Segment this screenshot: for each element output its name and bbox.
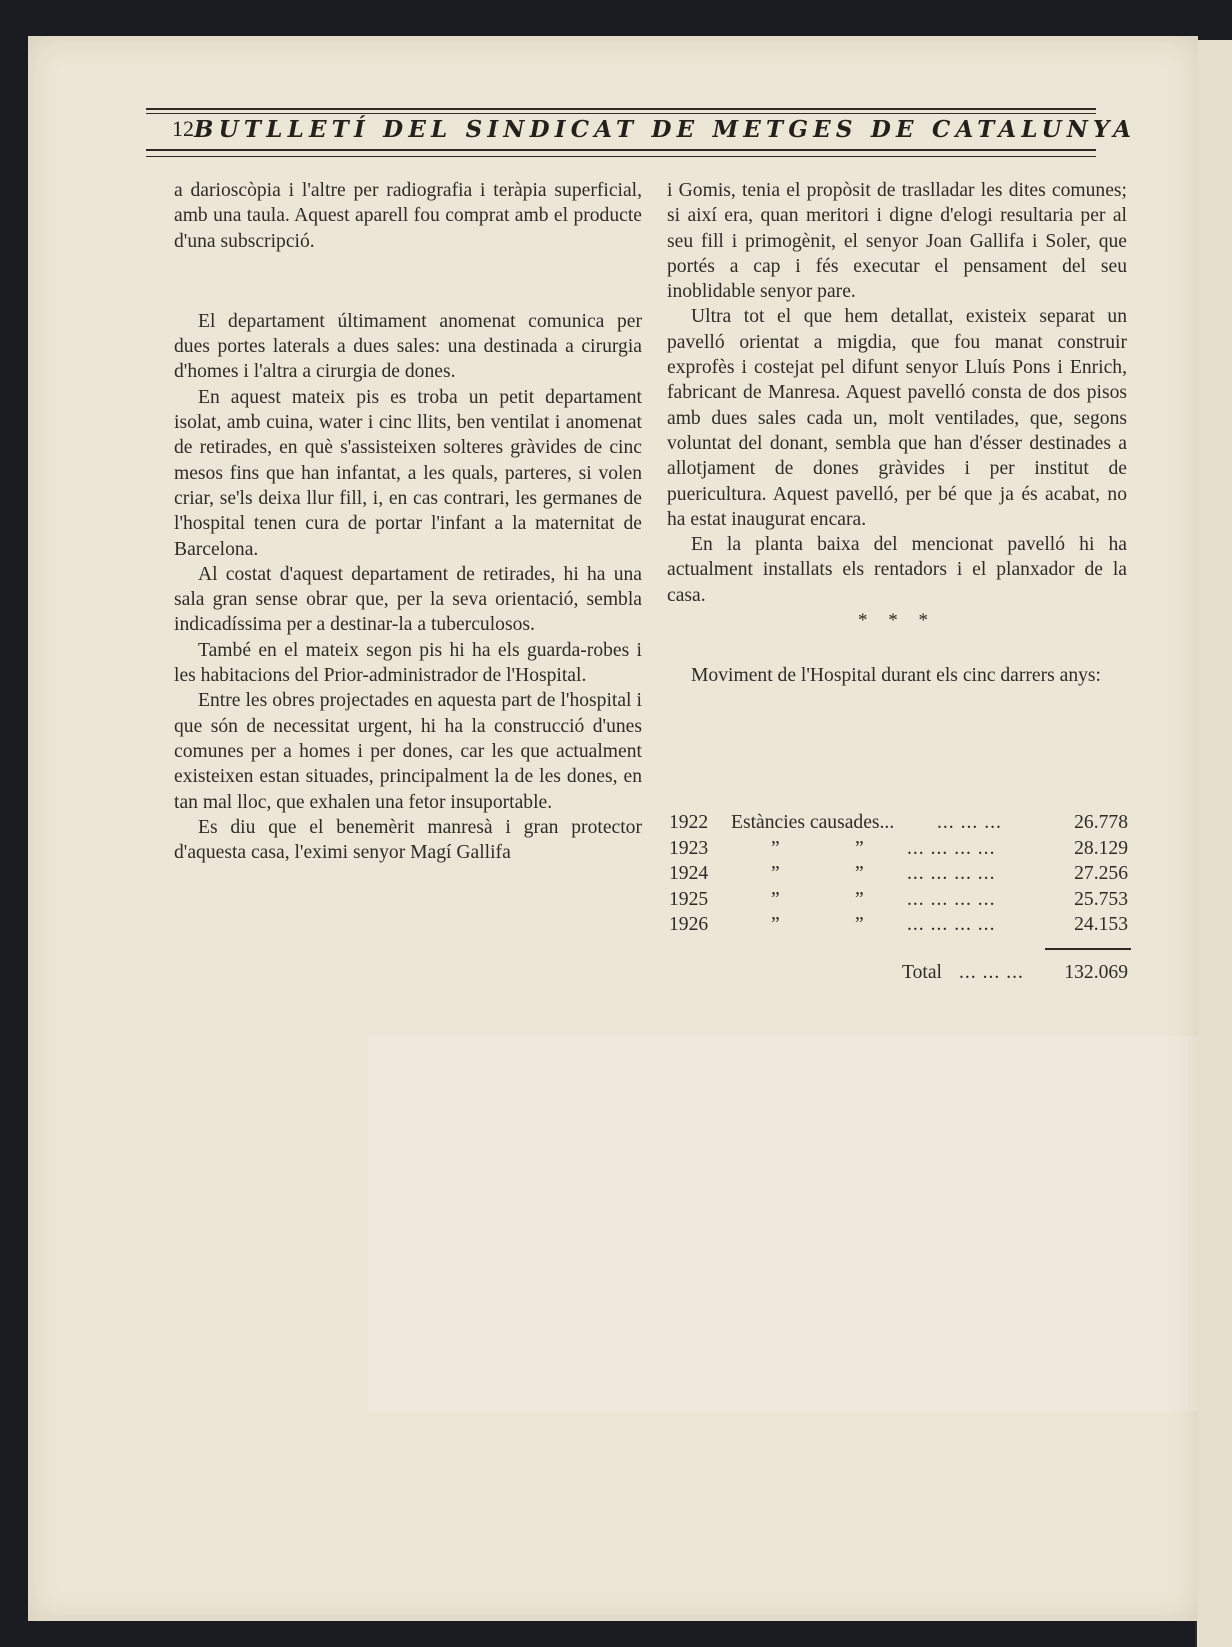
total-value: 132.069	[1064, 962, 1128, 983]
value-cell: 27.256	[1074, 863, 1128, 884]
leader-dots: ... ... ... ...	[907, 837, 996, 859]
leader-dots: ... ... ...	[959, 962, 1024, 983]
running-title: BUTLLETÍ DEL SINDICAT DE METGES DE CATALUNYA	[194, 115, 1137, 143]
leader-dots: ... ... ... ...	[907, 914, 996, 935]
left-column	[174, 178, 642, 865]
paragraph: i Gomis, tenia el propòsit de traslladar les dites comunes; si així era, quan meritori i digne d'elogi resultaria per al seu fill i primogènit, el senyor Joan Gallifa i Soler, que portés a cap i fés executar el pensament del seu inoblidable senyor pare.	[667, 180, 1127, 303]
paragraph: Es diu que el benemèrit manresà i gran protector d'aquesta casa, l'eximi senyor Magí Gallifa	[174, 816, 642, 864]
year-cell: 1925	[669, 888, 709, 910]
hospital-stats-table	[667, 812, 1132, 983]
ditto-mark: ”	[855, 863, 864, 884]
ditto-mark: ”	[771, 914, 780, 935]
paragraph: Al costat d'aquest departament de retirades, hi ha una sala gran sense obrar que, per la seva orientació, sembla indicadíssima per a destinar-la a tuberculosos.	[174, 563, 642, 636]
paragraph: En la planta baixa del mencionat pavelló hi ha actualment installats els rentadors i el planxador de la casa.	[667, 534, 1127, 606]
value-cell: 26.778	[1074, 812, 1128, 833]
year-cell: 1924	[669, 863, 709, 884]
paragraph: Entre les obres projectades en aquesta part de l'hospital i que són de necessitat urgent, hi ha la construcció d'unes comunes per a homes i per dones, car les que actualment existeixen estan situades, principalment la de les dones, en tan mal lloc, que exhalen una fetor insuportable.	[174, 690, 642, 813]
paragraph: També en el mateix segon pis hi ha els guarda-robes i les habitacions del Prior-administrador de l'Hospital.	[174, 639, 642, 687]
value-cell: 28.129	[1074, 837, 1128, 859]
table-row	[667, 863, 1132, 889]
page-number: 12	[172, 116, 194, 141]
header-rule-top	[146, 108, 1096, 110]
year-cell: 1923	[669, 837, 709, 859]
ditto-mark: ”	[771, 863, 780, 884]
table-row	[667, 889, 1132, 915]
label-cell: Estàncies causades...	[731, 812, 895, 833]
ditto-mark: ”	[771, 837, 780, 859]
leader-dots: ... ... ... ...	[907, 863, 996, 884]
total-label: Total	[902, 962, 942, 983]
paper-discoloration	[368, 1036, 1198, 1411]
value-cell: 25.753	[1074, 888, 1128, 910]
table-row	[667, 838, 1132, 864]
paragraph: Ultra tot el que hem detallat, existeix separat un pavelló orientat a migdia, que fou manat construir exprofès i costejat pel difunt senyor Lluís Pons i Enrich, fabricant de Manresa. Aquest pavelló consta de dos pisos amb dues sales cada un, molt ventilades, que, segons voluntat del donant, sembla que han d'ésser destinades a allotjament de dones gràvides i per institut de puericultura. Aquest pavelló, per bé que ja és acabat, no ha estat inaugurat encara.	[667, 306, 1127, 530]
ditto-mark: ”	[855, 837, 864, 859]
table-intro: Moviment de l'Hospital durant els cinc darrers anys:	[691, 665, 1101, 687]
section-gap	[174, 254, 642, 309]
header-rule-bottom	[146, 149, 1096, 151]
running-header	[172, 112, 1137, 146]
leader-dots: ... ... ...	[937, 812, 1002, 833]
next-page-edge	[1197, 40, 1232, 1647]
paragraph: a darioscòpia i l'altre per radiografia i teràpia superficial, amb una taula. Aquest aparell fou comprat amb el producte d'una subscripció.	[174, 180, 642, 252]
total-row	[667, 962, 1132, 988]
ditto-mark: ”	[855, 888, 864, 910]
table-row	[667, 812, 1132, 838]
year-cell: 1926	[669, 914, 709, 935]
sum-rule	[1045, 948, 1131, 950]
ditto-mark: ”	[771, 888, 780, 910]
paragraph: El departament últimament anomenat comunica per dues portes laterals a dues sales: una destinada a cirurgia d'homes i l'altra a cirurgia de dones.	[174, 310, 642, 383]
table-row	[667, 914, 1132, 940]
section-separator: * * *	[858, 610, 936, 632]
value-cell: 24.153	[1074, 914, 1128, 935]
header-rule-bottom-thin	[146, 156, 1096, 157]
year-cell: 1922	[669, 812, 709, 833]
paragraph: En aquest mateix pis es troba un petit departament isolat, amb cuina, water i cinc llits, ben ventilat i anomenat de retirades, en què s'assisteixen solteres gràvides de cinc mesos fins que han infantat, a les quals, parteres, si volen criar, se'ls deixa llur fill, i, en cas contrari, les germanes de l'hospital tenen cura de portar l'infant a la maternitat de Barcelona.	[174, 386, 642, 560]
right-column	[667, 178, 1127, 689]
ditto-mark: ”	[855, 914, 864, 935]
leader-dots: ... ... ... ...	[907, 888, 996, 910]
